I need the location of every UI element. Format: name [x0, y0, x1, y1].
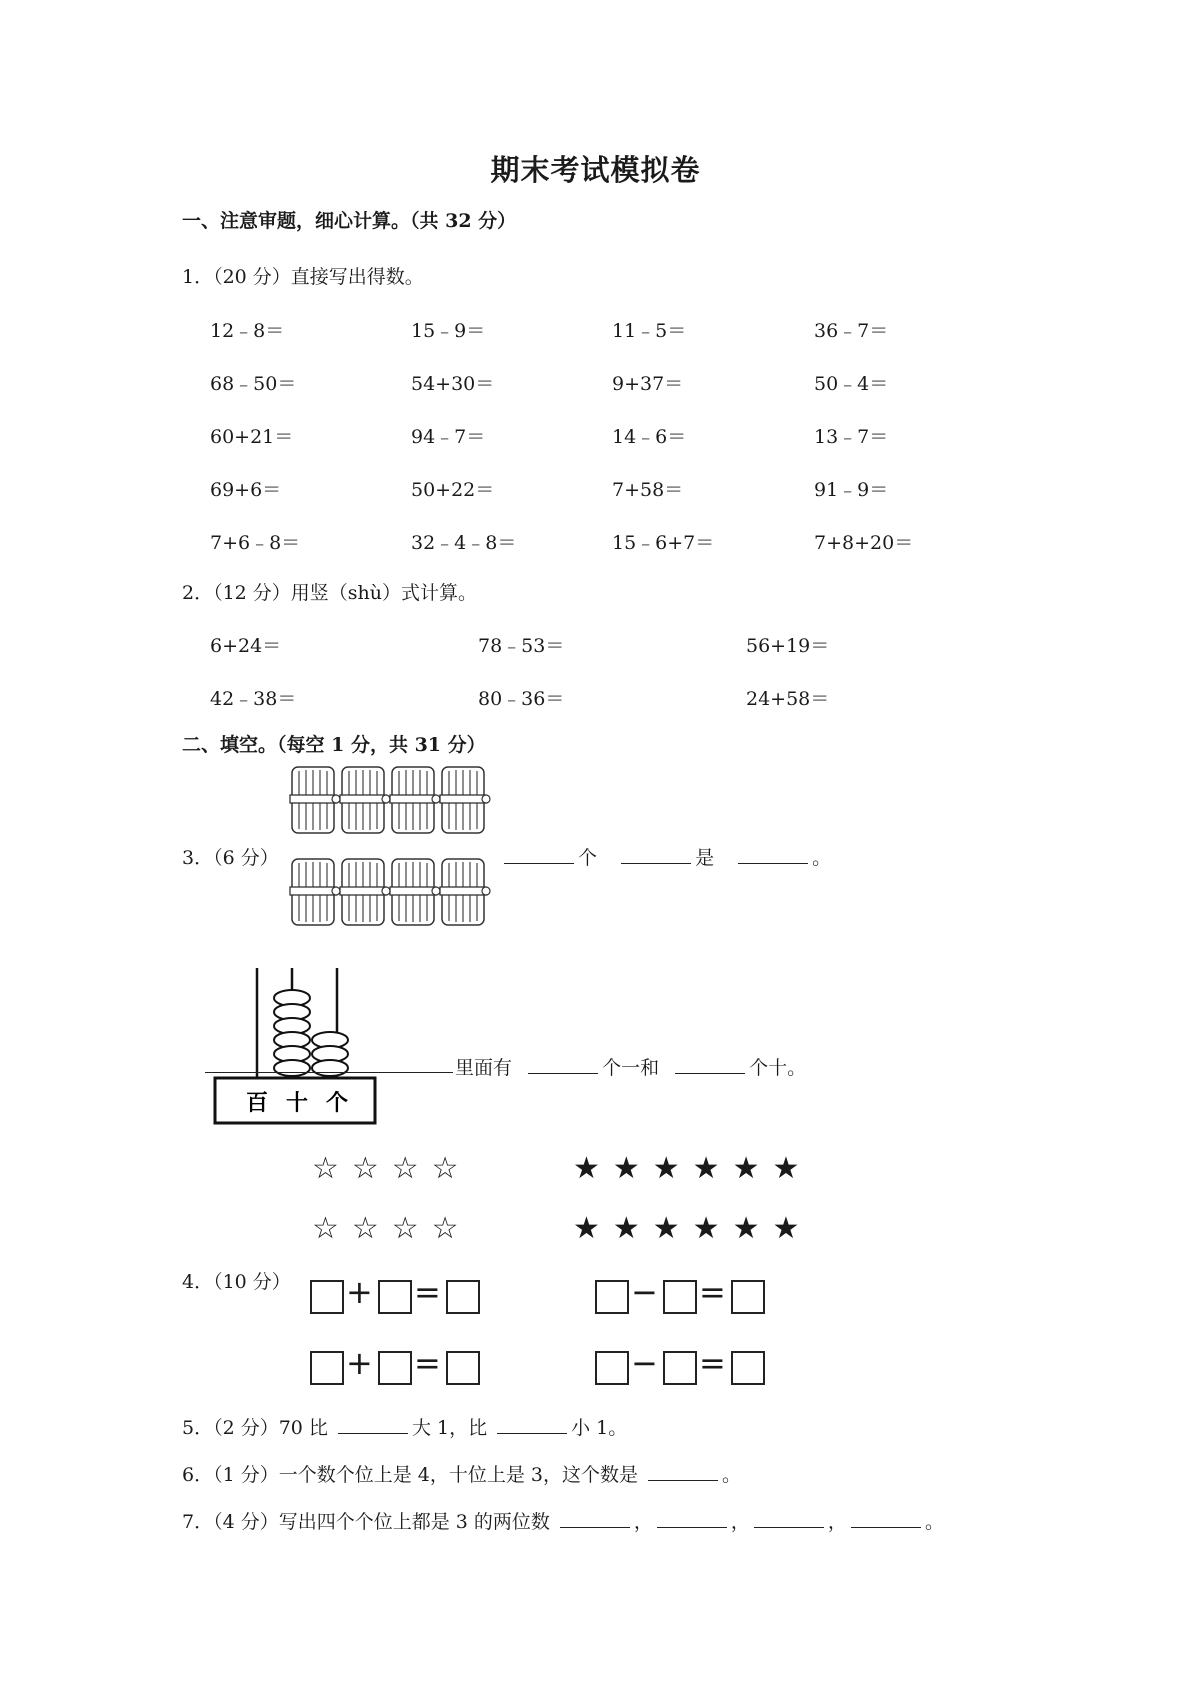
calc-item: 9+37＝: [612, 373, 684, 395]
answer-box[interactable]: [663, 1351, 697, 1385]
answer-blank[interactable]: [657, 1509, 727, 1528]
question-3-line-2: 里面有 个一和 个十。: [455, 1057, 807, 1079]
calc-item: 13﹣7＝: [814, 426, 889, 448]
hollow-star-row: ☆☆☆☆: [312, 1151, 472, 1186]
vertical-calc-item: 42﹣38＝: [210, 688, 297, 710]
calc-item: 50+22＝: [411, 479, 495, 501]
question-3-line-1: 个 是 。: [500, 843, 831, 870]
abacus-image: [205, 966, 395, 1128]
stick-bundle: [290, 859, 340, 925]
answer-box[interactable]: [446, 1280, 480, 1314]
vertical-calc-item: 24+58＝: [746, 688, 830, 710]
question-3-label: 3．（6 分）: [182, 847, 279, 869]
stick-bundle: [440, 767, 490, 833]
page-title: 期末考试模拟卷: [490, 153, 701, 187]
question-1-label: 1．（20 分）直接写出得数。: [182, 266, 424, 288]
calc-item: 7+58＝: [612, 479, 684, 501]
answer-box[interactable]: [446, 1351, 480, 1385]
calc-item: 14﹣6＝: [612, 426, 687, 448]
calc-item: 68﹣50＝: [210, 373, 297, 395]
answer-blank[interactable]: [648, 1462, 718, 1481]
abacus-label-hundreds: 百: [245, 1091, 269, 1116]
calc-item: 15﹣6+7＝: [612, 532, 715, 554]
stick-bundle: [340, 767, 390, 833]
answer-blank[interactable]: [497, 1415, 567, 1434]
answer-blank[interactable]: [621, 845, 691, 864]
minus-sign: −: [631, 1344, 658, 1382]
stick-bundles-image: [290, 763, 500, 933]
equals-sign: =: [414, 1344, 441, 1382]
question-5: 5．（2 分）70 比 大 1，比 小 1。: [182, 1417, 628, 1439]
vertical-calc-item: 78﹣53＝: [478, 635, 565, 657]
answer-blank[interactable]: [754, 1509, 824, 1528]
answer-box[interactable]: [731, 1351, 765, 1385]
answer-blank[interactable]: [205, 1072, 453, 1073]
equals-sign: =: [414, 1273, 441, 1311]
stick-bundle: [290, 767, 340, 833]
solid-star-row: ★★★★★★: [573, 1211, 813, 1246]
abacus-label-tens: 十: [285, 1091, 309, 1116]
calc-item: 91﹣9＝: [814, 479, 889, 501]
minus-sign: −: [631, 1273, 658, 1311]
equals-sign: =: [699, 1273, 726, 1311]
calc-item: 69+6＝: [210, 479, 282, 501]
calc-item: 94﹣7＝: [411, 426, 486, 448]
equals-sign: =: [699, 1344, 726, 1382]
answer-blank[interactable]: [338, 1415, 408, 1434]
calc-item: 15﹣9＝: [411, 320, 486, 342]
stick-bundle: [440, 859, 490, 925]
plus-sign: +: [346, 1273, 373, 1311]
calc-item: 50﹣4＝: [814, 373, 889, 395]
calc-item: 7+8+20＝: [814, 532, 914, 554]
answer-blank[interactable]: [504, 845, 574, 864]
question-2-label: 2．（12 分）用竖（shù）式计算。: [182, 582, 478, 604]
answer-blank[interactable]: [675, 1055, 745, 1074]
answer-blank[interactable]: [528, 1055, 598, 1074]
stick-bundle: [390, 859, 440, 925]
calc-item: 32﹣4﹣8＝: [411, 532, 517, 554]
answer-blank[interactable]: [851, 1509, 921, 1528]
answer-blank[interactable]: [738, 845, 808, 864]
calc-item: 54+30＝: [411, 373, 495, 395]
stick-bundle: [390, 767, 440, 833]
question-7: 7．（4 分）写出四个个位上都是 3 的两位数 ， ， ， 。: [182, 1511, 944, 1533]
vertical-calc-item: 6+24＝: [210, 635, 282, 657]
answer-box[interactable]: [731, 1280, 765, 1314]
calc-item: 7+6﹣8＝: [210, 532, 301, 554]
question-4-label: 4．（10 分）: [182, 1271, 291, 1293]
section-heading-2: 二、填空。（每空 1 分，共 31 分）: [182, 734, 486, 756]
hollow-star-row: ☆☆☆☆: [312, 1211, 472, 1246]
vertical-calc-item: 56+19＝: [746, 635, 830, 657]
solid-star-row: ★★★★★★: [573, 1151, 813, 1186]
answer-box[interactable]: [310, 1280, 344, 1314]
answer-box[interactable]: [378, 1280, 412, 1314]
answer-box[interactable]: [663, 1280, 697, 1314]
plus-sign: +: [346, 1344, 373, 1382]
question-6: 6．（1 分）一个数个位上是 4，十位上是 3，这个数是 。: [182, 1464, 741, 1486]
calc-item: 11﹣5＝: [612, 320, 687, 342]
section-heading-1: 一、注意审题，细心计算。（共 32 分）: [182, 210, 517, 232]
stick-bundle: [340, 859, 390, 925]
answer-box[interactable]: [595, 1351, 629, 1385]
answer-box[interactable]: [378, 1351, 412, 1385]
calc-item: 60+21＝: [210, 426, 294, 448]
answer-blank[interactable]: [560, 1509, 630, 1528]
calc-item: 36﹣7＝: [814, 320, 889, 342]
answer-box[interactable]: [310, 1351, 344, 1385]
vertical-calc-item: 80﹣36＝: [478, 688, 565, 710]
abacus-label-ones: 个: [325, 1091, 349, 1116]
calc-item: 12﹣8＝: [210, 320, 285, 342]
answer-box[interactable]: [595, 1280, 629, 1314]
